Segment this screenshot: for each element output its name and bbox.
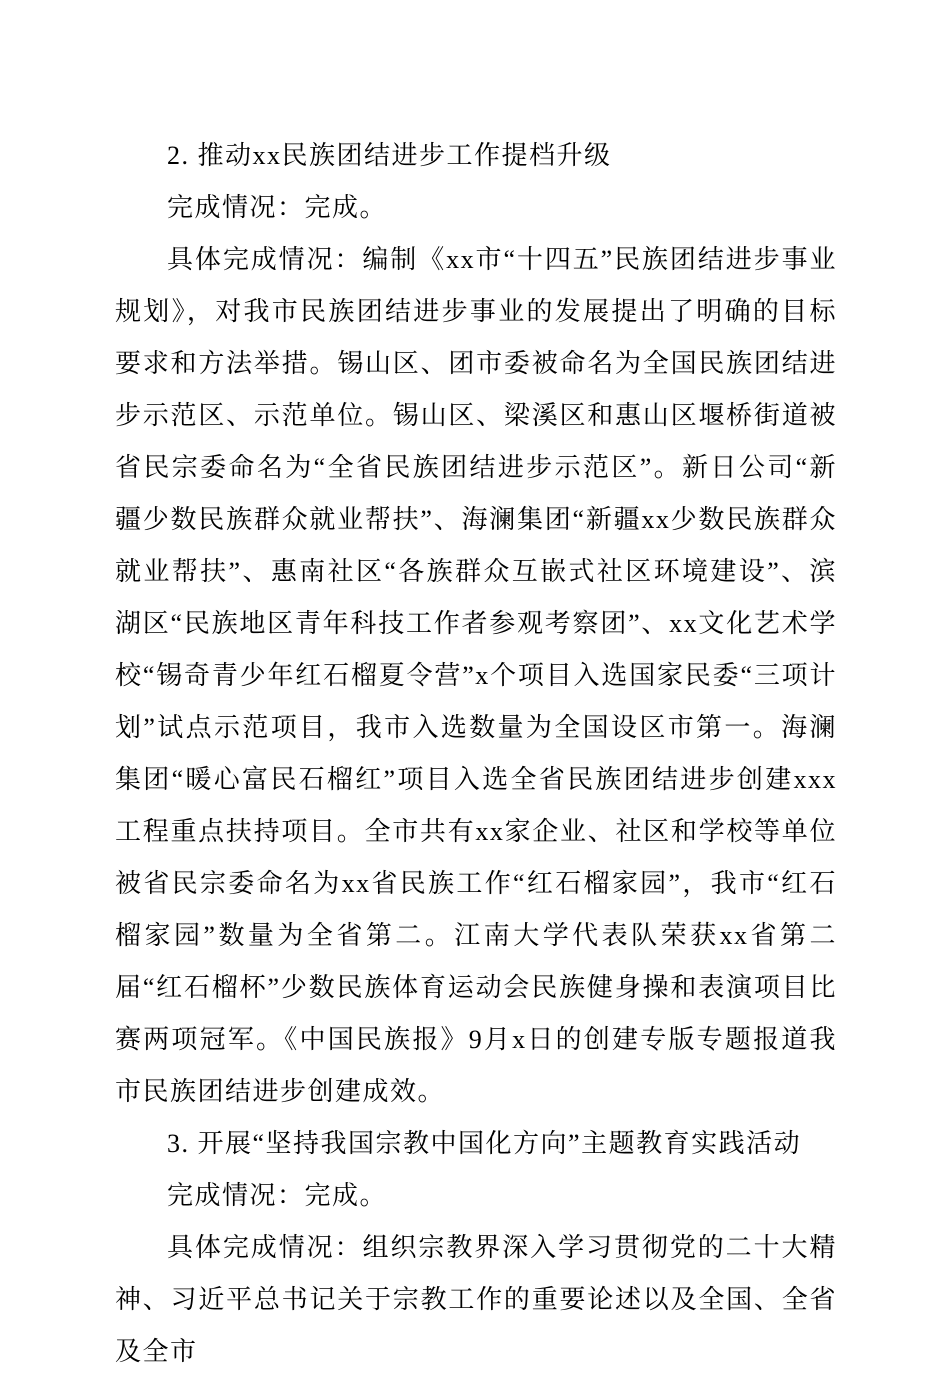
section-2-completion-detail: 具体完成情况：编制《xx市“十四五”民族团结进步事业规划》，对我市民族团结进步事业的发展提出了明确的目标要求和方法举措。锡山区、团市委被命名为全国民族团结进步示范区、示范单位。锡山区、梁溪区和惠山区堰桥街道被省民宗委命名为“全省民族团结进步示范区”。新日公司“新疆少数民族群众就业帮扶”、海澜集团“新疆xx少数民族群众就业帮扶”、惠南社区“各族群众互嵌式社区环境建设”、滨湖区“民族地区青年科技工作者参观考察团”、xx文化艺术学校“锡奇青少年红石榴夏令营”x个项目入选国家民委“三项计划”试点示范项目，我市入选数量为全国设区市第一。海澜集团“暖心富民石榴红”项目入选全省民族团结进步创建xxx工程重点扶持项目。全市共有xx家企业、社区和学校等单位被省民宗委命名为xx省民族工作“红石榴家园”，我市“红石榴家园”数量为全省第二。江南大学代表队荣获xx省第二届“红石榴杯”少数民族体育运动会民族健身操和表演项目比赛两项冠军。《中国民族报》9月x日的创建专版专题报道我市民族团结进步创建成效。 <box>115 245 837 1106</box>
section-3-completion-status: 完成情况：完成。 <box>167 1181 388 1210</box>
section-3-heading: 3. 开展“坚持我国宗教中国化方向”主题教育实践活动 <box>167 1129 802 1158</box>
section-3-completion-detail: 具体完成情况：组织宗教界深入学习贯彻党的二十大精神、习近平总书记关于宗教工作的重要论述以及全国、全省及全市 <box>115 1233 837 1366</box>
section-2-heading: 2. 推动xx民族团结进步工作提档升级 <box>167 141 612 170</box>
section-2-completion-status: 完成情况：完成。 <box>167 193 388 222</box>
